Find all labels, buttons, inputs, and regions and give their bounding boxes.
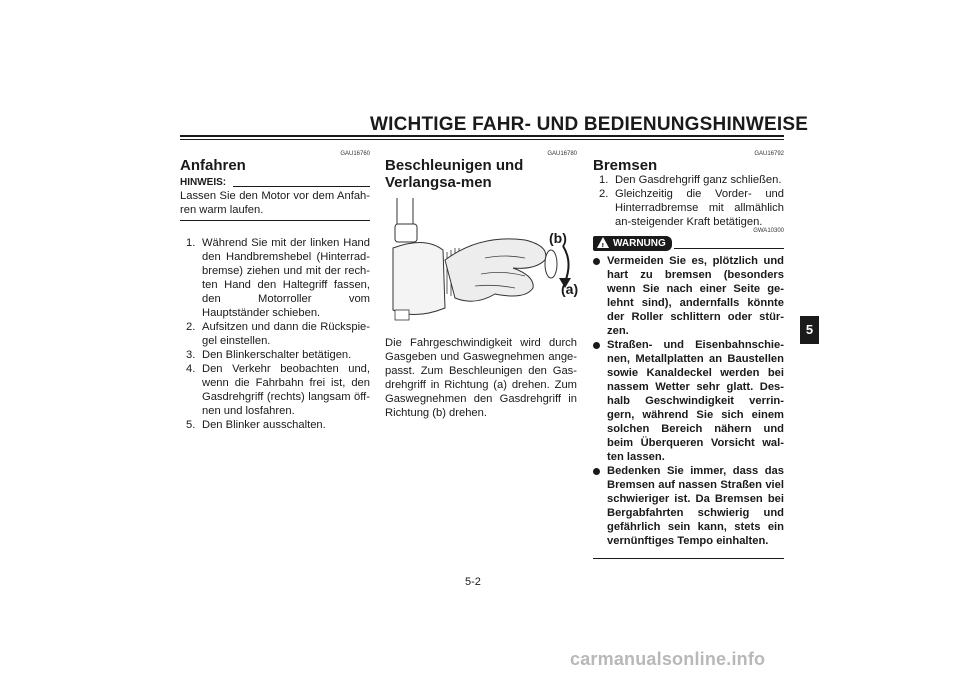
note-label: HINWEIS: (180, 177, 227, 188)
throttle-illustration (385, 198, 577, 328)
note-rule-bottom (180, 220, 370, 221)
section-heading-beschleunigen: Beschleunigen und Verlangsa-men (385, 157, 524, 191)
start-steps-list (180, 236, 370, 432)
note-rule-top (233, 186, 370, 187)
list-item: 2. Aufsitzen und dann die Rückspie-gel einstellen. (186, 321, 370, 347)
warning-label: WARNUNG (613, 238, 666, 249)
bullet-icon (593, 468, 600, 475)
list-item: 1. Während Sie mit der linken Hand den Handbremshebel (Hinterrad-bremse) ziehen und mit der rech-ten Hand den Haltegriff fassen, den Motorroller vom Hauptständer schieben. (186, 237, 370, 319)
exclamation-icon: ! (601, 242, 605, 251)
page-number: 5-2 (465, 576, 481, 588)
section-code: GAU16792 (754, 151, 784, 157)
header-rule-thin (180, 139, 784, 140)
section-heading-bremsen: Bremsen (593, 157, 658, 174)
warning-item: Vermeiden Sie es, plötzlich und hart zu bremsen (besonders wenn Sie nach einer Seite ge-lehnt sind), andernfalls könnte der Roller schlittern oder stür-zen. (593, 254, 784, 338)
label-b: (b) (549, 230, 567, 246)
label-a: (a) (561, 281, 579, 297)
header-rule (180, 135, 784, 137)
warning-rule-top (674, 248, 784, 249)
brake-steps-list (593, 173, 784, 229)
section-code: GAU16780 (547, 151, 577, 157)
list-item: 3. Den Blinkerschalter betätigen. (186, 349, 352, 361)
warning-list (593, 254, 784, 548)
list-item: 5. Den Blinker ausschalten. (186, 419, 326, 431)
warning-badge (593, 236, 672, 251)
section-heading-anfahren: Anfahren (180, 157, 246, 174)
list-item: 4. Den Verkehr beobachten und, wenn die Fahrbahn frei ist, den Gasdrehgriff (rechts) langsam öff-nen und losfahren. (186, 363, 370, 417)
warning-rule-bottom (593, 558, 784, 559)
section-code: GAU16760 (340, 151, 370, 157)
throttle-paragraph: Die Fahrgeschwindigkeit wird durch Gasgeben und Gaswegnehmen ange-passt. Zum Beschleunigen den Gas-drehgriff in Richtung (a) drehen. Zum Gaswegnehmen den Gasdrehgriff in Richtung (b) drehen. (385, 337, 577, 419)
list-item: 1. Den Gasdrehgriff ganz schließen. (599, 174, 782, 186)
warning-item: Bedenken Sie immer, dass das Bremsen auf nassen Straßen viel schwieriger ist. Da Bremsen bei Bergabfahrten schwierig und gefährlich sein kann, stets ein vernünftiges Tempo einhalten. (593, 464, 784, 548)
list-item: 2. Gleichzeitig die Vorder- und Hinterradbremse mit allmählich an-steigender Kraft betätigen. (599, 188, 784, 228)
note-text: Lassen Sie den Motor vor dem Anfah-ren warm laufen. (180, 190, 370, 216)
bullet-icon (593, 342, 600, 349)
page-header-title: WICHTIGE FAHR- UND BEDIENUNGSHINWEISE (370, 114, 809, 135)
bullet-icon (593, 258, 600, 265)
warning-item: Straßen- und Eisenbahnschie-nen, Metallplatten an Baustellen sowie Kanaldeckel werden bei nassem Wetter sehr glatt. Des-halb Geschwindigkeit verrin-gern, während Sie sich einem solchen Bereich nähern und beim Überqueren Vorsicht wal-ten lassen. (593, 338, 784, 464)
chapter-tab: 5 (800, 316, 819, 344)
warning-code: GWA10300 (753, 228, 784, 234)
watermark-text: carmanualsonline.info (570, 649, 766, 669)
